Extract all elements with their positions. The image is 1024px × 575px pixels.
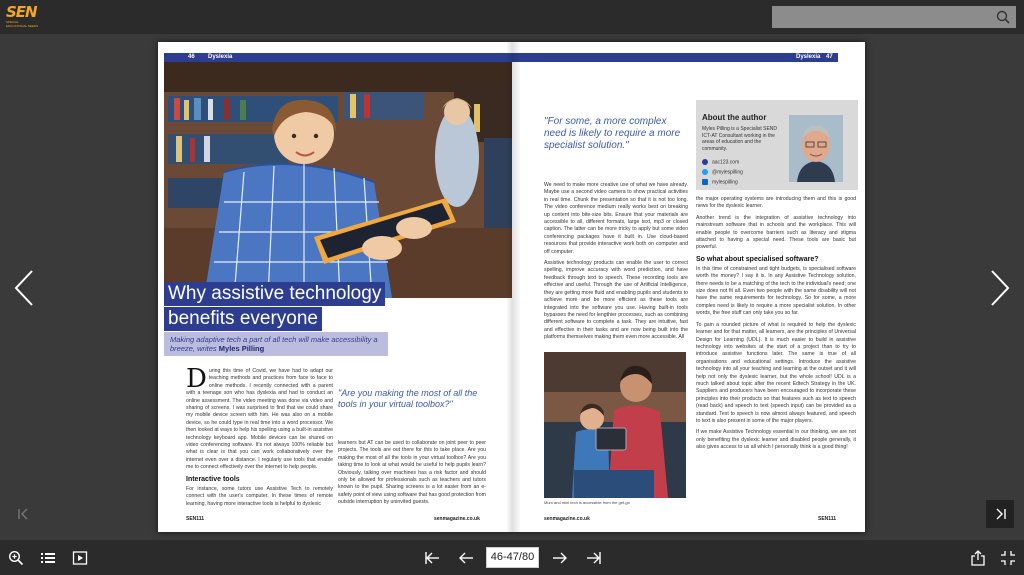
right-col1-paragraph-2: Assistive technology products can enable the user to correct spelling, improve accuracy with word prediction, and have feedback through text to speech. These recording tools are effective and useful. Through the use of Artificial Intelligence, they are getting more fluid and enabling pupils and students to achieve more and be more efficient as these tools are integrated into the software you use. Having built-in tools bypasses the need for lengthier processes, such as combining different software to complete a task. They are intuitive, fast and effective in their tasks and are now being built into the platforms themselves making them even more accessible. All [544, 260, 688, 341]
section-label-left: Dyslexia [208, 54, 233, 60]
left-column-2: learners but AT can be used to collaborate on joint peer to peer projects. The tools are out there for this to take place. Are you making the most of all the tools in your virtual toolbox? Are you taking time to look at what would be useful to help pupils learn? Obviously, talking over machines has a risk factor and should only be allowed for professionals such as teachers and tutors known to the pupil. Sharing screens is a lot easier from an e-safety point of view using software that has good protection from outside interruption by uninvited guests. [338, 440, 486, 506]
photo-caption: Mum and mini tech is accessible from the get-go [544, 500, 630, 505]
author-portrait-image [789, 115, 843, 182]
share-icon[interactable] [970, 550, 986, 566]
go-to-first-page-icon[interactable] [10, 500, 38, 528]
fullscreen-icon[interactable] [1000, 550, 1016, 566]
page-number-right: 47 [826, 54, 833, 60]
previous-spread-arrow-icon[interactable] [12, 268, 36, 308]
section-label-right: Dyslexia [796, 54, 821, 60]
right-col2-paragraph-4: To gain a rounded picture of what is required to help the dyslexic learner and for that matter, all learners, are the principles of Universal Design for Learning (UDL). It is much easier to build in assistive technology into websites at the start of a project than to try to introduce assistive functions later. The same is true of all organisations and educational settings. Introduce the assistive technology into all your teaching and learning at the outset and it will help not only the dyslexic learner, but the whole school! UDL is a much talked about topic after the recent Edtech Strategy in the UK. Suppliers and producers have been encouraged to incorporate these principles into their products so that features such as text to speech (read back) and speech to text (speech input) can be provided as a standard. Text to speech is now almost always featured, and speech to text is also present in some of the major players. [696, 321, 856, 424]
right-column-2 [696, 196, 856, 516]
subhead-specialised-software: So what about specialised software? [696, 255, 819, 263]
left-column-1 [186, 364, 333, 507]
author-link-twitter-text: @mylespilling [712, 169, 743, 176]
first-page-icon[interactable] [424, 550, 440, 566]
right-col2-paragraph-5: If we make Assistive Technology essential in our thinking, we are not only benefiting the dyslexic learner and disabled people generally, it also gives access to us all which I personally think is a good thing! [696, 429, 856, 451]
article-title [164, 282, 385, 332]
search-input[interactable] [772, 6, 992, 28]
page-number-left: 46 [188, 54, 195, 60]
article-title-line-2: benefits everyone [164, 307, 322, 331]
footer-left-brand: SEN111 [186, 516, 205, 522]
author-portrait [789, 115, 843, 182]
article-title-line-1: Why assistive technology [164, 282, 385, 306]
last-page-icon [986, 500, 1014, 528]
search-box [772, 6, 1016, 28]
footer-left-url: senmagazine.co.uk [434, 516, 480, 522]
thumbnails-icon[interactable] [72, 550, 88, 566]
running-header-left [164, 53, 512, 62]
article-standfirst [164, 332, 388, 356]
globe-icon [702, 159, 708, 165]
author-link-linkedin-text: mylespilling [712, 179, 738, 186]
author-bio: Myles Pilling is a Specialist SEND ICT-AT Consultant working in the areas of education and the community. [702, 126, 778, 152]
magazine-spread[interactable] [158, 42, 865, 532]
top-bar [0, 0, 1024, 34]
father-child-image [544, 352, 686, 498]
next-page-icon[interactable] [552, 550, 568, 566]
right-page[interactable] [512, 42, 865, 532]
about-the-author-box [696, 100, 858, 190]
family-tablet-photo [544, 352, 686, 498]
sen-logo[interactable] [6, 5, 40, 27]
right-col2-paragraph-2: Another trend is the integration of assistive technology into mainstream software that in schools and the workplace. This will enable people to overcome barriers such as literacy and stigma attached to having a special need. These tools are basic but powerful. [696, 214, 856, 251]
previous-page-icon[interactable] [458, 550, 474, 566]
left-col1-paragraph: uring this time of Covid, we have had to adapt our teaching methods and practices from face to face to online methods. I recently connected with a parent with a teenage son who has dyslexia and had to conduct an online assessment. The video meeting was done via video and sharing of screens. I was surprised to find that we could share my mobile device screen with him. He was also on a mobile device, so he could type in real time into a word processor. We then looked at ways to help his spelling using a built-in assistive technology keyboard app. Mobile devices can be shared on video conferencing software. It's not always 100% reliable but what is clear is that you can work collaboratively over the internet even over a distance. I regularly use tools that enable me to connect effectively over the internet to help people. [186, 368, 333, 471]
book-spine-shadow [506, 42, 520, 532]
footer-right-brand: SEN111 [818, 516, 837, 522]
hero-photo [164, 62, 512, 298]
logo-tagline: SPECIAL EDUCATIONAL NEEDS [6, 20, 39, 28]
twitter-icon [702, 169, 708, 175]
right-col2-paragraph: the major operating systems are introducing them and this is good news for the dyslexic learner. [696, 196, 856, 210]
right-col1-paragraph: We need to make more creative use of what we have already. Maybe use a second video camera to show practical activities in real time. Chunk the presentation so that it is not too long. The video conference medium really works best on breaking up content into bite-size bits. Ensure that your materials are accessible to all, different formats, large text, mp3 or closed caption. The latter can be more tricky to apply but some video conferencing packages have it built in. Use cloud-based resources that provide interactive work both on computer and off computer. [544, 182, 688, 255]
author-link-website-text: aac123.com [712, 159, 740, 166]
last-page-icon[interactable] [586, 550, 602, 566]
right-col2-paragraph-3: In this time of constrained and tight budgets, is specialised software worth the money? I say it is. In any Assistive Technology solution, there needs to be a matching of the tech to the individual's need; one size does not fit all. Even two people with the same disability will not have the same requirements for technology. So for some, a more complex need is likely to require a more specialist solution. In other words, the free stuff can only take you so far. [696, 265, 856, 317]
standfirst-text: Making adaptive tech a part of all tech will make accessibility a breeze, writes [170, 335, 378, 353]
boy-with-tablet-image [164, 62, 512, 298]
drop-cap: D [186, 364, 207, 394]
search-icon[interactable] [996, 10, 1010, 24]
author-link-website[interactable] [702, 159, 739, 165]
right-column-1 [544, 182, 688, 350]
linkedin-icon [702, 179, 708, 185]
zoom-icon[interactable] [8, 550, 24, 566]
subhead-interactive-tools: Interactive tools [186, 475, 240, 483]
table-of-contents-icon[interactable] [40, 550, 56, 566]
logo-text: SEN [6, 3, 37, 21]
author-link-linkedin[interactable] [702, 179, 738, 185]
right-pullquote: "For some, a more complex need is likely to require a more specialist solution." [544, 116, 681, 151]
author-box-heading: About the author [702, 113, 767, 122]
left-col1-paragraph-2: For instance, some tutors use Assistive Tech to remotely connect with the user's computer. In these times of remote learning, having more interactive tools is helpful to dyslexic [186, 485, 333, 507]
page-number-field[interactable]: 46-47/80 [486, 547, 539, 568]
left-page[interactable] [158, 42, 512, 532]
author-name: Myles Pilling [218, 344, 265, 353]
left-pullquote: "Are you making the most of all the tools in your virtual toolbox?" [338, 388, 478, 409]
go-to-last-page-button[interactable] [986, 500, 1014, 528]
running-header-right [512, 53, 838, 62]
footer-right-url: senmagazine.co.uk [544, 516, 590, 522]
next-spread-arrow-icon[interactable] [988, 268, 1012, 308]
author-link-twitter[interactable] [702, 169, 743, 175]
